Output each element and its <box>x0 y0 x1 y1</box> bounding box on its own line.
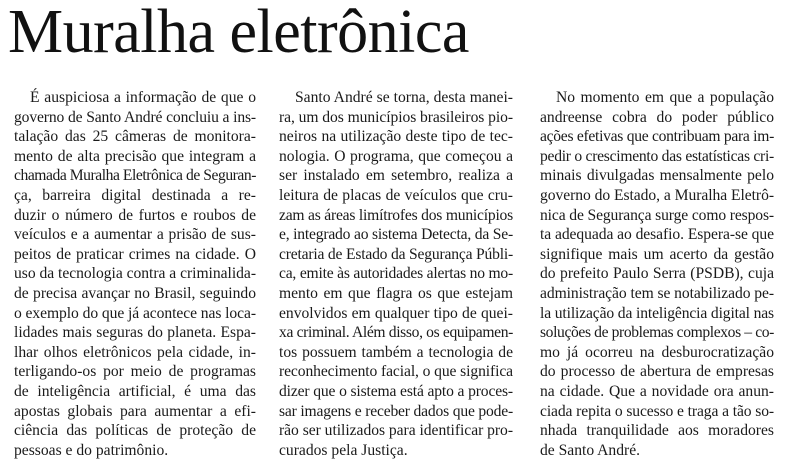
text-line: envolvidos em qualquer tipo de quei- <box>279 304 513 322</box>
text-line: É auspiciosa a informação de que o <box>30 89 256 106</box>
text-line: uso da tecnologia contra a criminalida- <box>14 265 257 283</box>
text-line: veículos e a aumentar a prisão de sus- <box>14 226 256 244</box>
text-line: lidades mais seguras do planeta. Espa- <box>14 324 256 342</box>
text-line: pedir o crescimento das estatísticas cri- <box>540 147 774 165</box>
text-line: nhada tranquilidade aos moradores <box>540 422 774 440</box>
text-line: lhar olhos eletrônicos pela cidade, in- <box>14 343 256 361</box>
text-line: andreense cobra do poder público <box>540 108 774 126</box>
text-line: dizer que o sistema está apto a proces- <box>279 382 513 400</box>
text-line: o exemplo do que já acontece nas loca- <box>14 304 256 322</box>
text-line: administração tem se notabilizado pe- <box>540 284 774 302</box>
article-column-2 <box>279 88 513 460</box>
text-line: ça, barreira digital destinada a re- <box>14 186 256 204</box>
text-line: talação das 25 câmeras de monitora- <box>14 128 256 146</box>
text-line: minais divulgadas mensalmente pelo <box>540 167 774 185</box>
text-line: mento de alta precisão que integram a <box>14 147 256 165</box>
text-line: do prefeito Paulo Serra (PSDB), cuja <box>540 265 774 283</box>
text-line: pessoas e do patrimônio. <box>14 441 169 459</box>
text-line: na cidade. Que a novidade ora anun- <box>540 382 774 400</box>
text-line: soluções de problemas complexos – co- <box>540 324 774 342</box>
text-line: mento em que flagra os que estejam <box>279 284 513 302</box>
headline: Muralha eletrônica <box>8 0 469 66</box>
text-line: zam as áreas limítrofes dos municípios <box>279 206 513 224</box>
text-line: governo do Estado, a Muralha Eletrô- <box>540 186 774 204</box>
text-line: de precisa avançar no Brasil, seguindo <box>14 284 256 302</box>
text-line: cretaria de Estado da Segurança Públi- <box>279 245 513 263</box>
text-line: terligando-os por meio de programas <box>14 363 256 381</box>
text-line: apostas globais para aumentar a efi- <box>14 402 256 420</box>
text-line: sar imagens e receber dados que pode- <box>279 402 513 420</box>
text-line: chamada Muralha Eletrônica de Seguran- <box>14 167 256 185</box>
text-line: do processo de abertura de empresas <box>540 363 774 381</box>
text-line: ciada repita o sucesso e traga a tão so- <box>540 402 774 420</box>
text-line: e, integrado ao sistema Detecta, da Se- <box>279 226 513 244</box>
text-line: reconhecimento facial, o que significa <box>279 363 513 381</box>
text-line: leitura de placas de veículos que cru- <box>279 186 513 204</box>
article-column-3 <box>540 88 774 460</box>
text-line: signifique mais um acerto da gestão <box>540 245 774 263</box>
text-line: No momento em que a população <box>556 89 774 106</box>
text-line: curados pela Justiça. <box>279 441 408 459</box>
text-line: tos possuem também a tecnologia de <box>279 343 513 361</box>
article-column-1 <box>14 88 256 460</box>
text-line: peitos de praticar crimes na cidade. O <box>14 245 256 263</box>
text-line: neiros na utilização deste tipo de tec- <box>279 128 513 146</box>
text-line: governo de Santo André concluiu a ins- <box>14 108 256 126</box>
text-line: xa criminal. Além disso, os equipamen- <box>279 324 513 342</box>
text-line: ser instalado em setembro, realiza a <box>279 167 513 185</box>
text-line: nologia. O programa, que começou a <box>279 147 513 165</box>
text-line: mo já ocorreu na desburocratização <box>540 343 774 361</box>
text-line: de inteligência artificial, é uma das <box>14 382 256 400</box>
text-line: ciência das políticas de proteção de <box>14 422 256 440</box>
text-line: de Santo André. <box>540 441 641 459</box>
text-line: ca, emite às autoridades alertas no mo- <box>279 265 513 283</box>
text-line: ta adequada ao desafio. Espera-se que <box>540 226 774 244</box>
text-line: ra, um dos municípios brasileiros pio- <box>279 108 513 126</box>
text-line: duzir o número de furtos e roubos de <box>14 206 256 224</box>
text-line: nica de Segurança surge como respos- <box>540 206 774 224</box>
text-line: Santo André se torna, desta manei- <box>295 89 513 106</box>
text-line: la utilização da inteligência digital nas <box>540 304 774 322</box>
text-line: ações efetivas que contribuam para im- <box>540 128 774 146</box>
text-line: rão ser utilizados para identificar pro- <box>279 422 513 440</box>
